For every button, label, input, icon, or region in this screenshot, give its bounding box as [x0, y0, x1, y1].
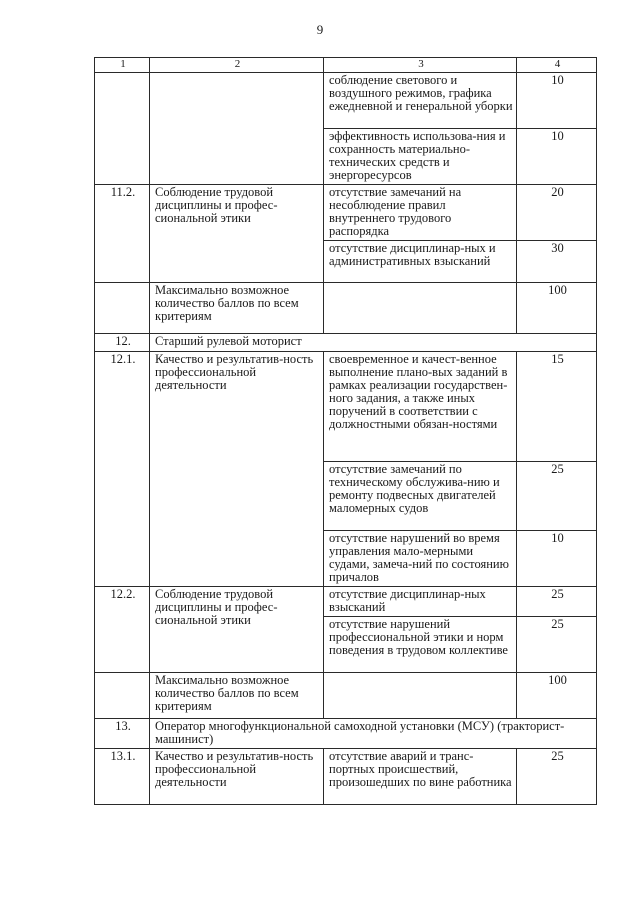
table-row	[95, 587, 597, 617]
item-name	[150, 73, 324, 185]
score-value: 15	[517, 352, 597, 462]
score-value: 25	[517, 617, 597, 673]
item-name: Соблюдение трудовой дисциплины и профес-сиональной этики	[150, 587, 324, 673]
item-name: Соблюдение трудовой дисциплины и профес-сиональной этики	[150, 185, 324, 283]
column-number-row	[95, 58, 597, 73]
criteria-table	[94, 57, 597, 805]
section-row	[95, 334, 597, 352]
score-value: 20	[517, 185, 597, 241]
criterion-text: соблюдение светового и воздушного режимов, графика ежедневной и генеральной уборки	[324, 73, 517, 129]
score-value: 100	[517, 673, 597, 719]
column-number: 3	[324, 58, 517, 73]
table-row	[95, 749, 597, 805]
item-number	[95, 283, 150, 334]
table-row	[95, 73, 597, 129]
criterion-text: отсутствие замечаний на несоблюдение правил внутреннего трудового распорядка	[324, 185, 517, 241]
criterion-text: отсутствие аварий и транс-портных происшествий, произошедших по вине работника	[324, 749, 517, 805]
section-title: Старший рулевой моторист	[150, 334, 597, 352]
item-name: Качество и результатив-ность профессиональной деятельности	[150, 352, 324, 587]
section-number: 12.	[95, 334, 150, 352]
item-name: Максимально возможное количество баллов по всем критериям	[150, 673, 324, 719]
criterion-text: отсутствие дисциплинар-ных и административных взысканий	[324, 241, 517, 283]
item-number	[95, 673, 150, 719]
score-value: 25	[517, 749, 597, 805]
column-number: 2	[150, 58, 324, 73]
criterion-text: отсутствие нарушений во время управления мало-мерными судами, замеча-ний по состоянию причалов	[324, 531, 517, 587]
item-number: 12.2.	[95, 587, 150, 673]
column-number: 1	[95, 58, 150, 73]
table-row	[95, 185, 597, 241]
score-value: 30	[517, 241, 597, 283]
table-row	[95, 673, 597, 719]
item-number	[95, 73, 150, 185]
criterion-text: отсутствие замечаний по техническому обслужива-нию и ремонту подвесных двигателей маломерных судов	[324, 462, 517, 531]
criterion-text: своевременное и качест-венное выполнение плано-вых заданий в рамках реализации государствен-ного задания, а также иных поручений в соответствии с должностными обязан-ностями	[324, 352, 517, 462]
item-number: 12.1.	[95, 352, 150, 587]
column-number: 4	[517, 58, 597, 73]
section-title: Оператор многофункциональной самоходной установки (МСУ) (тракторист-машинист)	[150, 719, 597, 749]
score-value: 10	[517, 531, 597, 587]
item-number: 13.1.	[95, 749, 150, 805]
criterion-text	[324, 673, 517, 719]
score-value: 100	[517, 283, 597, 334]
criterion-text	[324, 283, 517, 334]
item-name: Качество и результатив-ность профессиональной деятельности	[150, 749, 324, 805]
criterion-text: отсутствие дисциплинар-ных взысканий	[324, 587, 517, 617]
score-value: 25	[517, 587, 597, 617]
table-row	[95, 352, 597, 462]
score-value: 25	[517, 462, 597, 531]
section-number: 13.	[95, 719, 150, 749]
score-value: 10	[517, 73, 597, 129]
score-value: 10	[517, 129, 597, 185]
criterion-text: эффективность использова-ния и сохранность материально-технических средств и энергоресурсов	[324, 129, 517, 185]
table-row	[95, 283, 597, 334]
item-name: Максимально возможное количество баллов по всем критериям	[150, 283, 324, 334]
item-number: 11.2.	[95, 185, 150, 283]
section-row	[95, 719, 597, 749]
criterion-text: отсутствие нарушений профессиональной этики и норм поведения в трудовом коллективе	[324, 617, 517, 673]
page-number: 9	[316, 22, 324, 37]
